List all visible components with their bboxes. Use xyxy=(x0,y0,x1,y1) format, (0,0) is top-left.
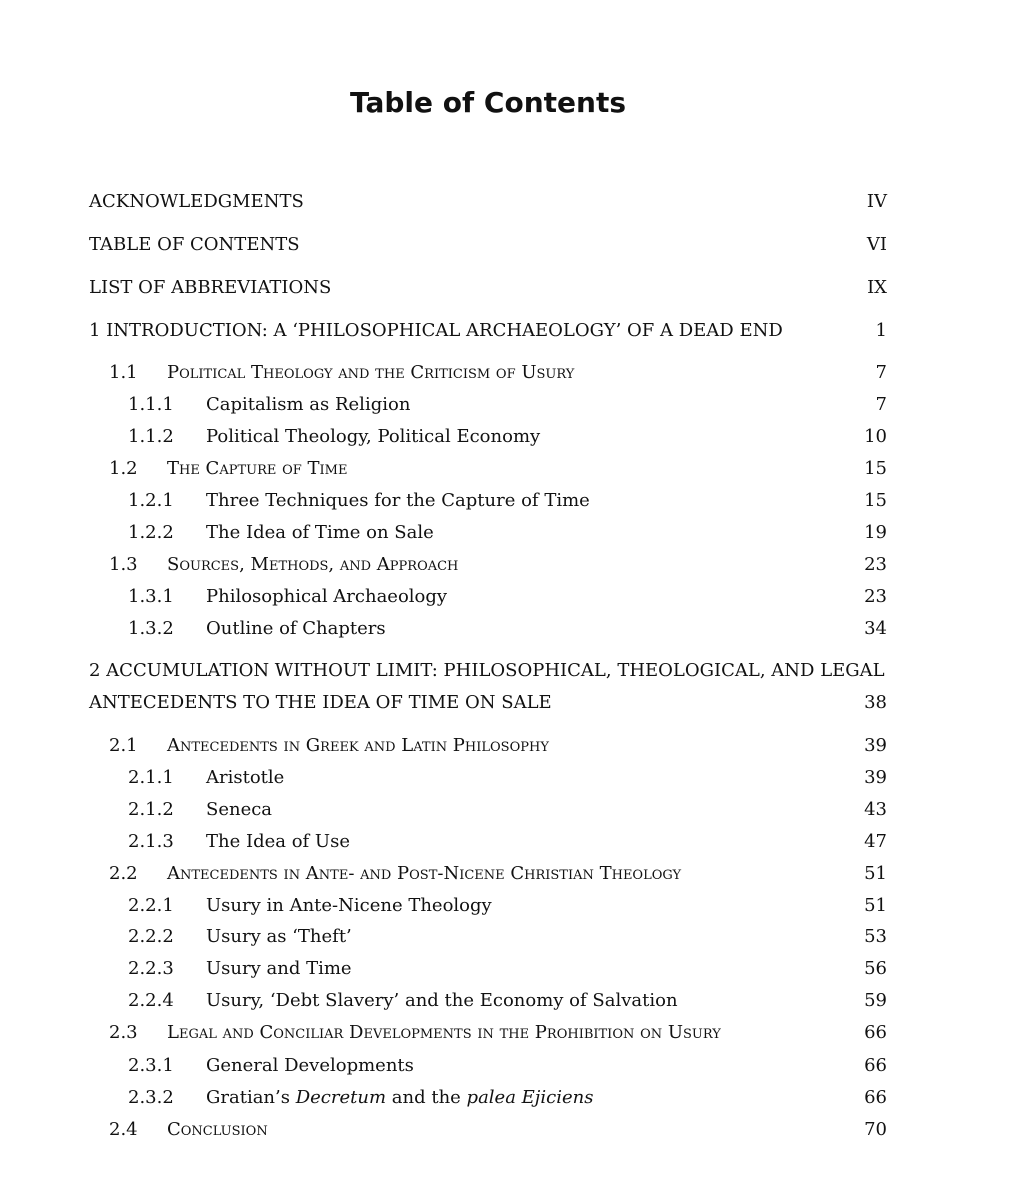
toc-subsection-2-2-4[interactable] xyxy=(0,990,1018,1016)
toc-section-number: 2.4 xyxy=(109,1119,138,1140)
toc-section-label: Conclusion xyxy=(167,1119,268,1140)
toc-subsection-1-3-1[interactable] xyxy=(0,586,1018,612)
toc-section-number: 2.3.1 xyxy=(128,1055,174,1076)
toc-page-number: 1 xyxy=(875,320,887,341)
toc-subsection-2-2-1[interactable] xyxy=(0,895,1018,921)
toc-page-number: 56 xyxy=(864,958,887,979)
page-title: Table of Contents xyxy=(349,86,626,119)
toc-section-label: The Capture of Time xyxy=(167,458,348,479)
toc-section-number: 2.1 xyxy=(109,735,138,756)
toc-section-number: 1.3.1 xyxy=(128,586,174,607)
toc-page-number: 7 xyxy=(875,394,887,415)
toc-section-number: 2.2.2 xyxy=(128,926,174,947)
label-italic-part: palea Ejiciens xyxy=(466,1087,594,1108)
toc-section-label: Antecedents in Ante- and Post-Nicene Christian Theology xyxy=(167,863,682,884)
toc-section-number: 2.2.3 xyxy=(128,958,174,979)
toc-section-number: 1.3.2 xyxy=(128,618,174,639)
toc-entry-label: ACKNOWLEDGMENTS xyxy=(89,191,304,212)
toc-section-label: Sources, Methods, and Approach xyxy=(167,554,459,575)
toc-section-label: Outline of Chapters xyxy=(206,618,386,639)
toc-entry-table-of-contents[interactable] xyxy=(0,234,1018,260)
toc-section-1-3[interactable] xyxy=(0,554,1018,580)
toc-page-number: 15 xyxy=(864,458,887,479)
toc-page-number: 51 xyxy=(864,863,887,884)
toc-page-number: 19 xyxy=(864,522,887,543)
toc-section-number: 2.1.1 xyxy=(128,767,174,788)
toc-section-label: General Developments xyxy=(206,1055,414,1076)
toc-section-number: 1.1.2 xyxy=(128,426,174,447)
toc-section-1-1[interactable] xyxy=(0,362,1018,388)
toc-page-number: VI xyxy=(866,234,887,255)
toc-subsection-2-2-2[interactable] xyxy=(0,926,1018,952)
toc-subsection-2-1-2[interactable] xyxy=(0,799,1018,825)
toc-page-number: 23 xyxy=(864,554,887,575)
toc-entry-label: LIST OF ABBREVIATIONS xyxy=(89,277,332,298)
toc-section-label: Three Techniques for the Capture of Time xyxy=(206,490,590,511)
toc-page-number: 70 xyxy=(864,1119,887,1140)
toc-page-number: 23 xyxy=(864,586,887,607)
label-part: and the xyxy=(386,1087,467,1108)
toc-page-number: 34 xyxy=(864,618,887,639)
toc-section-number: 2.1.2 xyxy=(128,799,174,820)
toc-section-2-4[interactable] xyxy=(0,1119,1018,1145)
toc-section-1-2[interactable] xyxy=(0,458,1018,484)
toc-section-label: Seneca xyxy=(206,799,273,820)
toc-page-number: 15 xyxy=(864,490,887,511)
toc-section-number: 1.2.2 xyxy=(128,522,174,543)
toc-section-2-1[interactable] xyxy=(0,735,1018,761)
toc-page-number: 47 xyxy=(864,831,887,852)
toc-section-number: 2.2.1 xyxy=(128,895,174,916)
toc-subsection-2-2-3[interactable] xyxy=(0,958,1018,984)
toc-chapter-label-continued: ANTECEDENTS TO THE IDEA OF TIME ON SALE xyxy=(89,692,552,713)
toc-subsection-1-1-1[interactable] xyxy=(0,394,1018,420)
toc-page-number: 51 xyxy=(864,895,887,916)
toc-page-number: 66 xyxy=(864,1087,887,1108)
toc-page-number: IV xyxy=(866,191,887,212)
toc-page-number: 38 xyxy=(864,692,887,713)
toc-section-label: Legal and Conciliar Developments in the Prohibition on Usury xyxy=(167,1022,721,1043)
toc-page-number: 66 xyxy=(864,1022,887,1043)
toc-section-number: 1.3 xyxy=(109,554,138,575)
toc-page-number: 10 xyxy=(864,426,887,447)
toc-section-label: Capitalism as Religion xyxy=(206,394,411,415)
toc-section-2-3[interactable] xyxy=(0,1022,1018,1048)
toc-page-number: 43 xyxy=(864,799,887,820)
toc-entry-list-of-abbreviations[interactable] xyxy=(0,277,1018,303)
toc-section-number: 1.1 xyxy=(109,362,138,383)
label-part: Gratian’s xyxy=(206,1087,296,1108)
toc-chapter-2-line2[interactable] xyxy=(0,692,1018,718)
label-italic-part: Decretum xyxy=(295,1087,387,1108)
toc-chapter-label: 1 INTRODUCTION: A ‘PHILOSOPHICAL ARCHAEOLOGY’ OF A DEAD END xyxy=(89,320,783,341)
toc-section-number: 2.2.4 xyxy=(128,990,174,1011)
toc-chapter-label: 2 ACCUMULATION WITHOUT LIMIT: PHILOSOPHICAL, THEOLOGICAL, AND LEGAL xyxy=(89,660,885,681)
toc-section-label: Usury and Time xyxy=(206,958,352,979)
toc-chapter-2-line1[interactable] xyxy=(0,660,1018,686)
toc-subsection-1-2-1[interactable] xyxy=(0,490,1018,516)
toc-page-number: 39 xyxy=(864,767,887,788)
toc-page-number: 53 xyxy=(864,926,887,947)
toc-section-label: Usury, ‘Debt Slavery’ and the Economy of Salvation xyxy=(206,990,678,1011)
toc-section-label: Political Theology, Political Economy xyxy=(206,426,541,447)
toc-subsection-1-1-2[interactable] xyxy=(0,426,1018,452)
toc-chapter-1[interactable] xyxy=(0,320,1018,346)
toc-section-number: 1.2.1 xyxy=(128,490,174,511)
toc-section-2-2[interactable] xyxy=(0,863,1018,889)
toc-section-label: Antecedents in Greek and Latin Philosophy xyxy=(167,735,549,756)
toc-section-number: 1.1.1 xyxy=(128,394,174,415)
toc-section-label: Philosophical Archaeology xyxy=(206,586,448,607)
toc-section-label xyxy=(206,1087,593,1108)
toc-entry-acknowledgments[interactable] xyxy=(0,191,1018,217)
toc-section-number: 2.1.3 xyxy=(128,831,174,852)
toc-section-label: Political Theology and the Criticism of Usury xyxy=(167,362,575,383)
toc-page-number: 66 xyxy=(864,1055,887,1076)
toc-subsection-2-3-2[interactable] xyxy=(0,1087,1018,1113)
toc-page-number: IX xyxy=(867,277,887,298)
toc-section-label: Usury as ‘Theft’ xyxy=(206,926,352,947)
toc-section-number: 2.3 xyxy=(109,1022,138,1043)
toc-subsection-2-3-1[interactable] xyxy=(0,1055,1018,1081)
toc-section-label: Usury in Ante-Nicene Theology xyxy=(206,895,492,916)
toc-subsection-1-3-2[interactable] xyxy=(0,618,1018,644)
toc-subsection-2-1-1[interactable] xyxy=(0,767,1018,793)
toc-section-label: The Idea of Time on Sale xyxy=(206,522,434,543)
toc-page-number: 39 xyxy=(864,735,887,756)
toc-subsection-2-1-3[interactable] xyxy=(0,831,1018,857)
toc-entry-label: TABLE OF CONTENTS xyxy=(89,234,300,255)
toc-section-number: 2.2 xyxy=(109,863,138,884)
toc-section-label: Aristotle xyxy=(206,767,285,788)
toc-page-number: 59 xyxy=(864,990,887,1011)
toc-page-number: 7 xyxy=(875,362,887,383)
toc-section-label: The Idea of Use xyxy=(206,831,350,852)
toc-section-number: 2.3.2 xyxy=(128,1087,174,1108)
toc-section-number: 1.2 xyxy=(109,458,138,479)
toc-subsection-1-2-2[interactable] xyxy=(0,522,1018,548)
